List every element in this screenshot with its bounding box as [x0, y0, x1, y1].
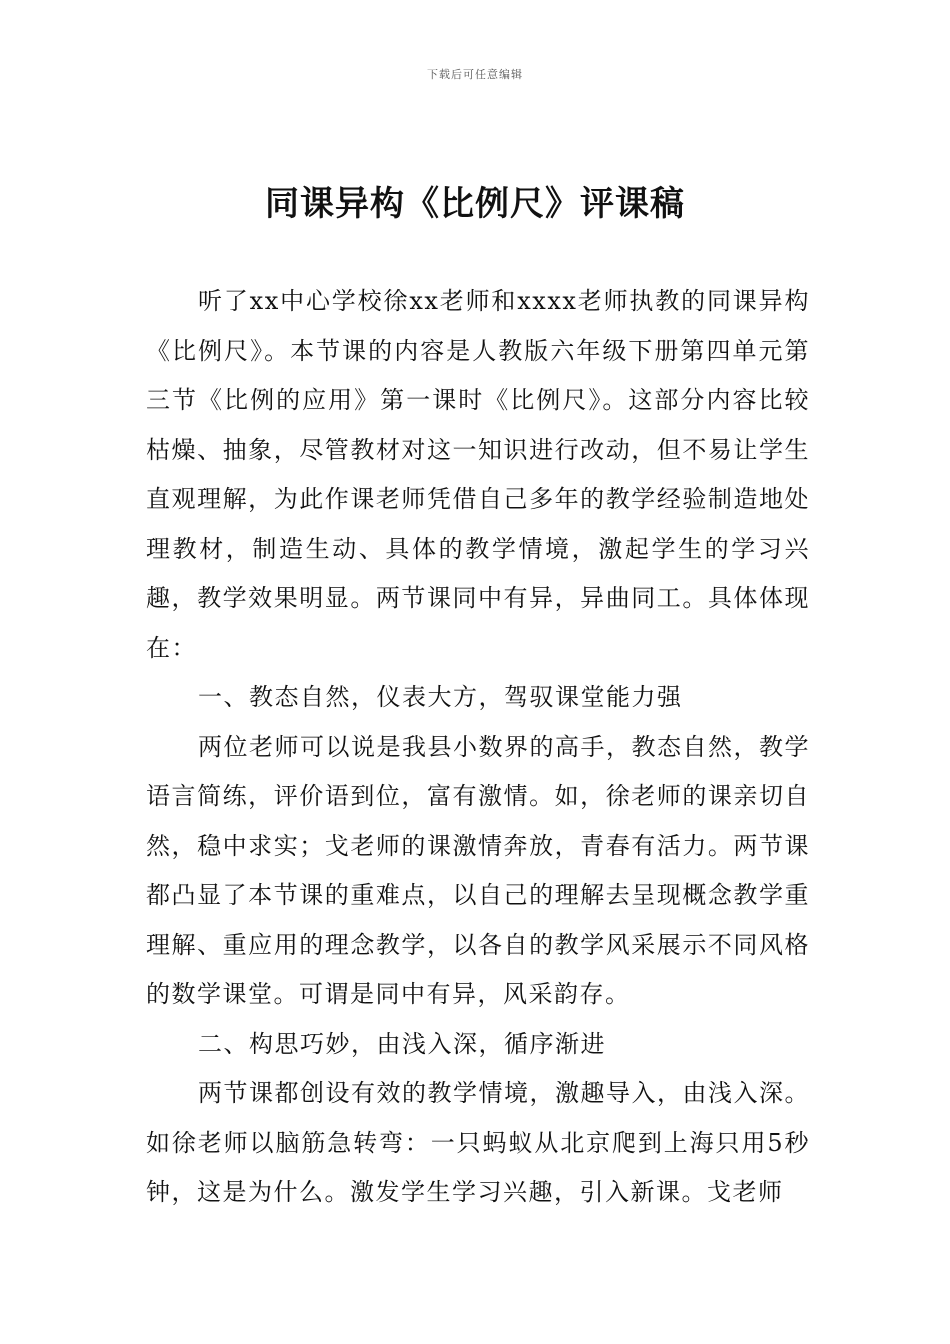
- body-text: [146, 277, 810, 1218]
- paragraph-section-2: 两节课都创设有效的教学情境，激趣导入，由浅入深。如徐老师以脑筋急转弯：一只蚂蚁从北京爬到上海只用5秒钟，这是为什么。激发学生学习兴趣，引入新课。戈老师: [146, 1079, 810, 1206]
- page-title: 同课异构《比例尺》评课稿: [265, 184, 685, 224]
- section-heading-1: 一、教态自然，仪表大方，驾驭课堂能力强: [198, 683, 683, 711]
- section-heading-2: 二、构思巧妙，由浅入深，循序渐进: [198, 1029, 606, 1058]
- paragraph-section-1: 两位老师可以说是我县小数界的高手，教态自然，教学语言简练，评价语到位，富有激情。如，徐老师的课亲切自然，稳中求实；戈老师的课激情奔放，青春有活力。两节课都凸显了本节课的重难点，以自己的理解去呈现概念教学重理解、重应用的理念教学，以各自的教学风采展示不同风格的数学课堂。可谓是同中有异，风采韵存。: [146, 732, 810, 1008]
- header-note: 下载后可任意编辑: [427, 68, 523, 81]
- paragraph-intro: 听了xx中心学校徐xx老师和xxxx老师执教的同课异构《比例尺》。本节课的内容是人教版六年级下册第四单元第三节《比例的应用》第一课时《比例尺》。这部分内容比较枯燥、抽象，尽管教材对这一知识进行改动，但不易让学生直观理解，为此作课老师凭借自己多年的教学经验制造地处理教材，制造生动、具体的教学情境，激起学生的学习兴趣，教学效果明显。两节课同中有异，异曲同工。具体体现在：: [146, 287, 810, 662]
